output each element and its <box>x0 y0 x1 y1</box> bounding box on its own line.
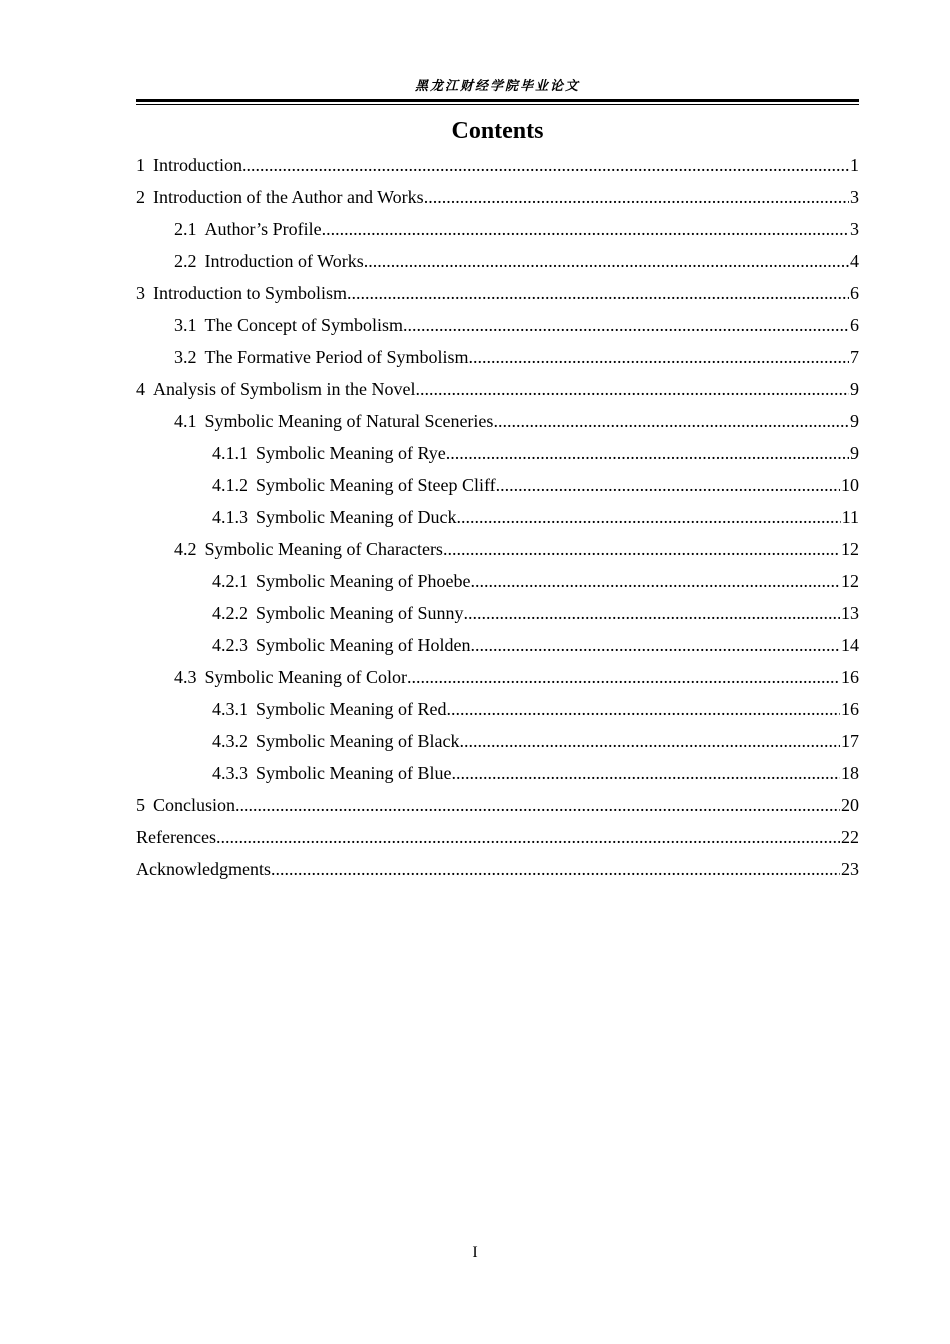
toc-entry[interactable] <box>136 663 859 695</box>
table-of-contents <box>136 151 859 887</box>
toc-dot-leader <box>470 631 840 659</box>
toc-entry-number: 1 <box>136 155 145 175</box>
toc-dot-leader <box>322 215 849 243</box>
toc-entry-page: 18 <box>841 763 859 783</box>
toc-entry-page: 16 <box>841 699 859 719</box>
toc-entry-page: 13 <box>841 603 859 623</box>
toc-entry-page: 22 <box>841 827 859 847</box>
toc-entry-label: Symbolic Meaning of Duck <box>256 507 457 527</box>
toc-entry-page: 14 <box>841 635 859 655</box>
toc-entry-number: 2.2 <box>174 251 197 271</box>
toc-dot-leader <box>216 823 840 851</box>
toc-entry-page: 3 <box>850 187 859 207</box>
header-rule-thin <box>136 104 859 105</box>
toc-entry[interactable] <box>136 791 859 823</box>
toc-entry-number: 4.1.2 <box>212 475 248 495</box>
toc-dot-leader <box>459 727 840 755</box>
toc-entry-label: Introduction of the Author and Works <box>153 187 424 207</box>
header-rule-thick <box>136 99 859 102</box>
toc-entry-label: Symbolic Meaning of Steep Cliff <box>256 475 496 495</box>
toc-entry-page: 1 <box>850 155 859 175</box>
toc-entry-page: 9 <box>850 411 859 431</box>
toc-entry-number: 5 <box>136 795 145 815</box>
toc-entry-number: 4.2.2 <box>212 603 248 623</box>
toc-entry[interactable] <box>136 183 859 215</box>
toc-dot-leader <box>470 567 840 595</box>
toc-entry-page: 17 <box>841 731 859 751</box>
toc-entry-page: 4 <box>850 251 859 271</box>
toc-dot-leader <box>496 471 840 499</box>
toc-entry-number: 3 <box>136 283 145 303</box>
toc-entry-number: 4.3.2 <box>212 731 248 751</box>
toc-entry[interactable] <box>136 727 859 759</box>
toc-entry-page: 10 <box>841 475 859 495</box>
toc-entry-label: Symbolic Meaning of Holden <box>256 635 471 655</box>
toc-dot-leader <box>403 311 849 339</box>
toc-entry-page: 12 <box>841 571 859 591</box>
toc-entry-page: 11 <box>841 507 859 527</box>
toc-entry-number: 4.3 <box>174 667 197 687</box>
toc-dot-leader <box>271 855 840 883</box>
toc-dot-leader <box>424 183 849 211</box>
toc-entry[interactable] <box>136 311 859 343</box>
toc-entry-label: The Formative Period of Symbolism <box>204 347 469 367</box>
toc-dot-leader <box>242 151 849 179</box>
toc-dot-leader <box>407 663 840 691</box>
toc-dot-leader <box>235 791 840 819</box>
toc-entry-label: Acknowledgments <box>136 859 271 879</box>
toc-dot-leader <box>446 695 840 723</box>
toc-dot-leader <box>446 439 849 467</box>
toc-entry-label: Symbolic Meaning of Natural Sceneries <box>204 411 494 431</box>
toc-entry-label: Introduction to Symbolism <box>153 283 348 303</box>
toc-entry-number: 4.1.1 <box>212 443 248 463</box>
toc-entry-label: Introduction <box>153 155 242 175</box>
toc-entry[interactable] <box>136 567 859 599</box>
toc-dot-leader <box>468 343 849 371</box>
toc-entry-number: 4.2 <box>174 539 197 559</box>
toc-entry[interactable] <box>136 535 859 567</box>
toc-entry[interactable] <box>136 407 859 439</box>
toc-entry-label: The Concept of Symbolism <box>204 315 403 335</box>
toc-entry[interactable] <box>136 215 859 247</box>
toc-entry[interactable] <box>136 247 859 279</box>
toc-entry-number: 4.2.3 <box>212 635 248 655</box>
toc-entry[interactable] <box>136 599 859 631</box>
toc-entry-number: 4.3.3 <box>212 763 248 783</box>
toc-dot-leader <box>347 279 849 307</box>
toc-entry-number: 3.1 <box>174 315 197 335</box>
toc-title: Contents <box>451 118 544 144</box>
toc-dot-leader <box>451 759 840 787</box>
toc-entry-number: 4.1.3 <box>212 507 248 527</box>
toc-entry-number: 2 <box>136 187 145 207</box>
toc-entry-label: Symbolic Meaning of Color <box>204 667 407 687</box>
toc-dot-leader <box>456 503 840 531</box>
toc-dot-leader <box>443 535 840 563</box>
toc-entry-label: Conclusion <box>153 795 236 815</box>
toc-entry[interactable] <box>136 279 859 311</box>
toc-entry-page: 16 <box>841 667 859 687</box>
page-header <box>136 78 859 106</box>
toc-entry-page: 9 <box>850 379 859 399</box>
toc-entry[interactable] <box>136 759 859 791</box>
toc-entry-page: 23 <box>841 859 859 879</box>
toc-entry-label: Symbolic Meaning of Red <box>256 699 447 719</box>
toc-entry-label: Symbolic Meaning of Characters <box>204 539 443 559</box>
toc-entry-label: Symbolic Meaning of Phoebe <box>256 571 471 591</box>
toc-entry-number: 4.1 <box>174 411 197 431</box>
toc-entry[interactable] <box>136 471 859 503</box>
header-title: 黑龙江财经学院毕业论文 <box>414 79 580 94</box>
toc-entry-label: Analysis of Symbolism in the Novel <box>153 379 416 399</box>
toc-entry-number: 2.1 <box>174 219 197 239</box>
toc-entry[interactable] <box>136 695 859 727</box>
toc-entry-label: Symbolic Meaning of Black <box>256 731 460 751</box>
toc-entry-label: Symbolic Meaning of Sunny <box>256 603 464 623</box>
toc-entry-page: 9 <box>850 443 859 463</box>
toc-entry[interactable] <box>136 439 859 471</box>
toc-entry-page: 6 <box>850 283 859 303</box>
toc-entry[interactable] <box>136 503 859 535</box>
toc-dot-leader <box>364 247 849 275</box>
toc-entry-label: Symbolic Meaning of Blue <box>256 763 452 783</box>
toc-entry-label: Author’s Profile <box>204 219 322 239</box>
toc-entry[interactable] <box>136 855 859 887</box>
page-number: I <box>472 1244 478 1261</box>
toc-entry[interactable] <box>136 823 859 855</box>
toc-dot-leader <box>416 375 850 403</box>
toc-dot-leader <box>464 599 841 627</box>
toc-entry-page: 20 <box>841 795 859 815</box>
toc-entry[interactable] <box>136 375 859 407</box>
toc-entry-number: 4 <box>136 379 145 399</box>
toc-entry-label: Symbolic Meaning of Rye <box>256 443 446 463</box>
toc-entry-label: Introduction of Works <box>204 251 364 271</box>
toc-dot-leader <box>493 407 849 435</box>
toc-entry-number: 4.2.1 <box>212 571 248 591</box>
toc-entry-number: 3.2 <box>174 347 197 367</box>
toc-entry-page: 6 <box>850 315 859 335</box>
toc-entry-number: 4.3.1 <box>212 699 248 719</box>
toc-entry[interactable] <box>136 151 859 183</box>
toc-entry-page: 7 <box>850 347 859 367</box>
toc-entry[interactable] <box>136 343 859 375</box>
toc-entry-page: 12 <box>841 539 859 559</box>
toc-entry[interactable] <box>136 631 859 663</box>
toc-entry-page: 3 <box>850 219 859 239</box>
toc-entry-label: References <box>136 827 216 847</box>
